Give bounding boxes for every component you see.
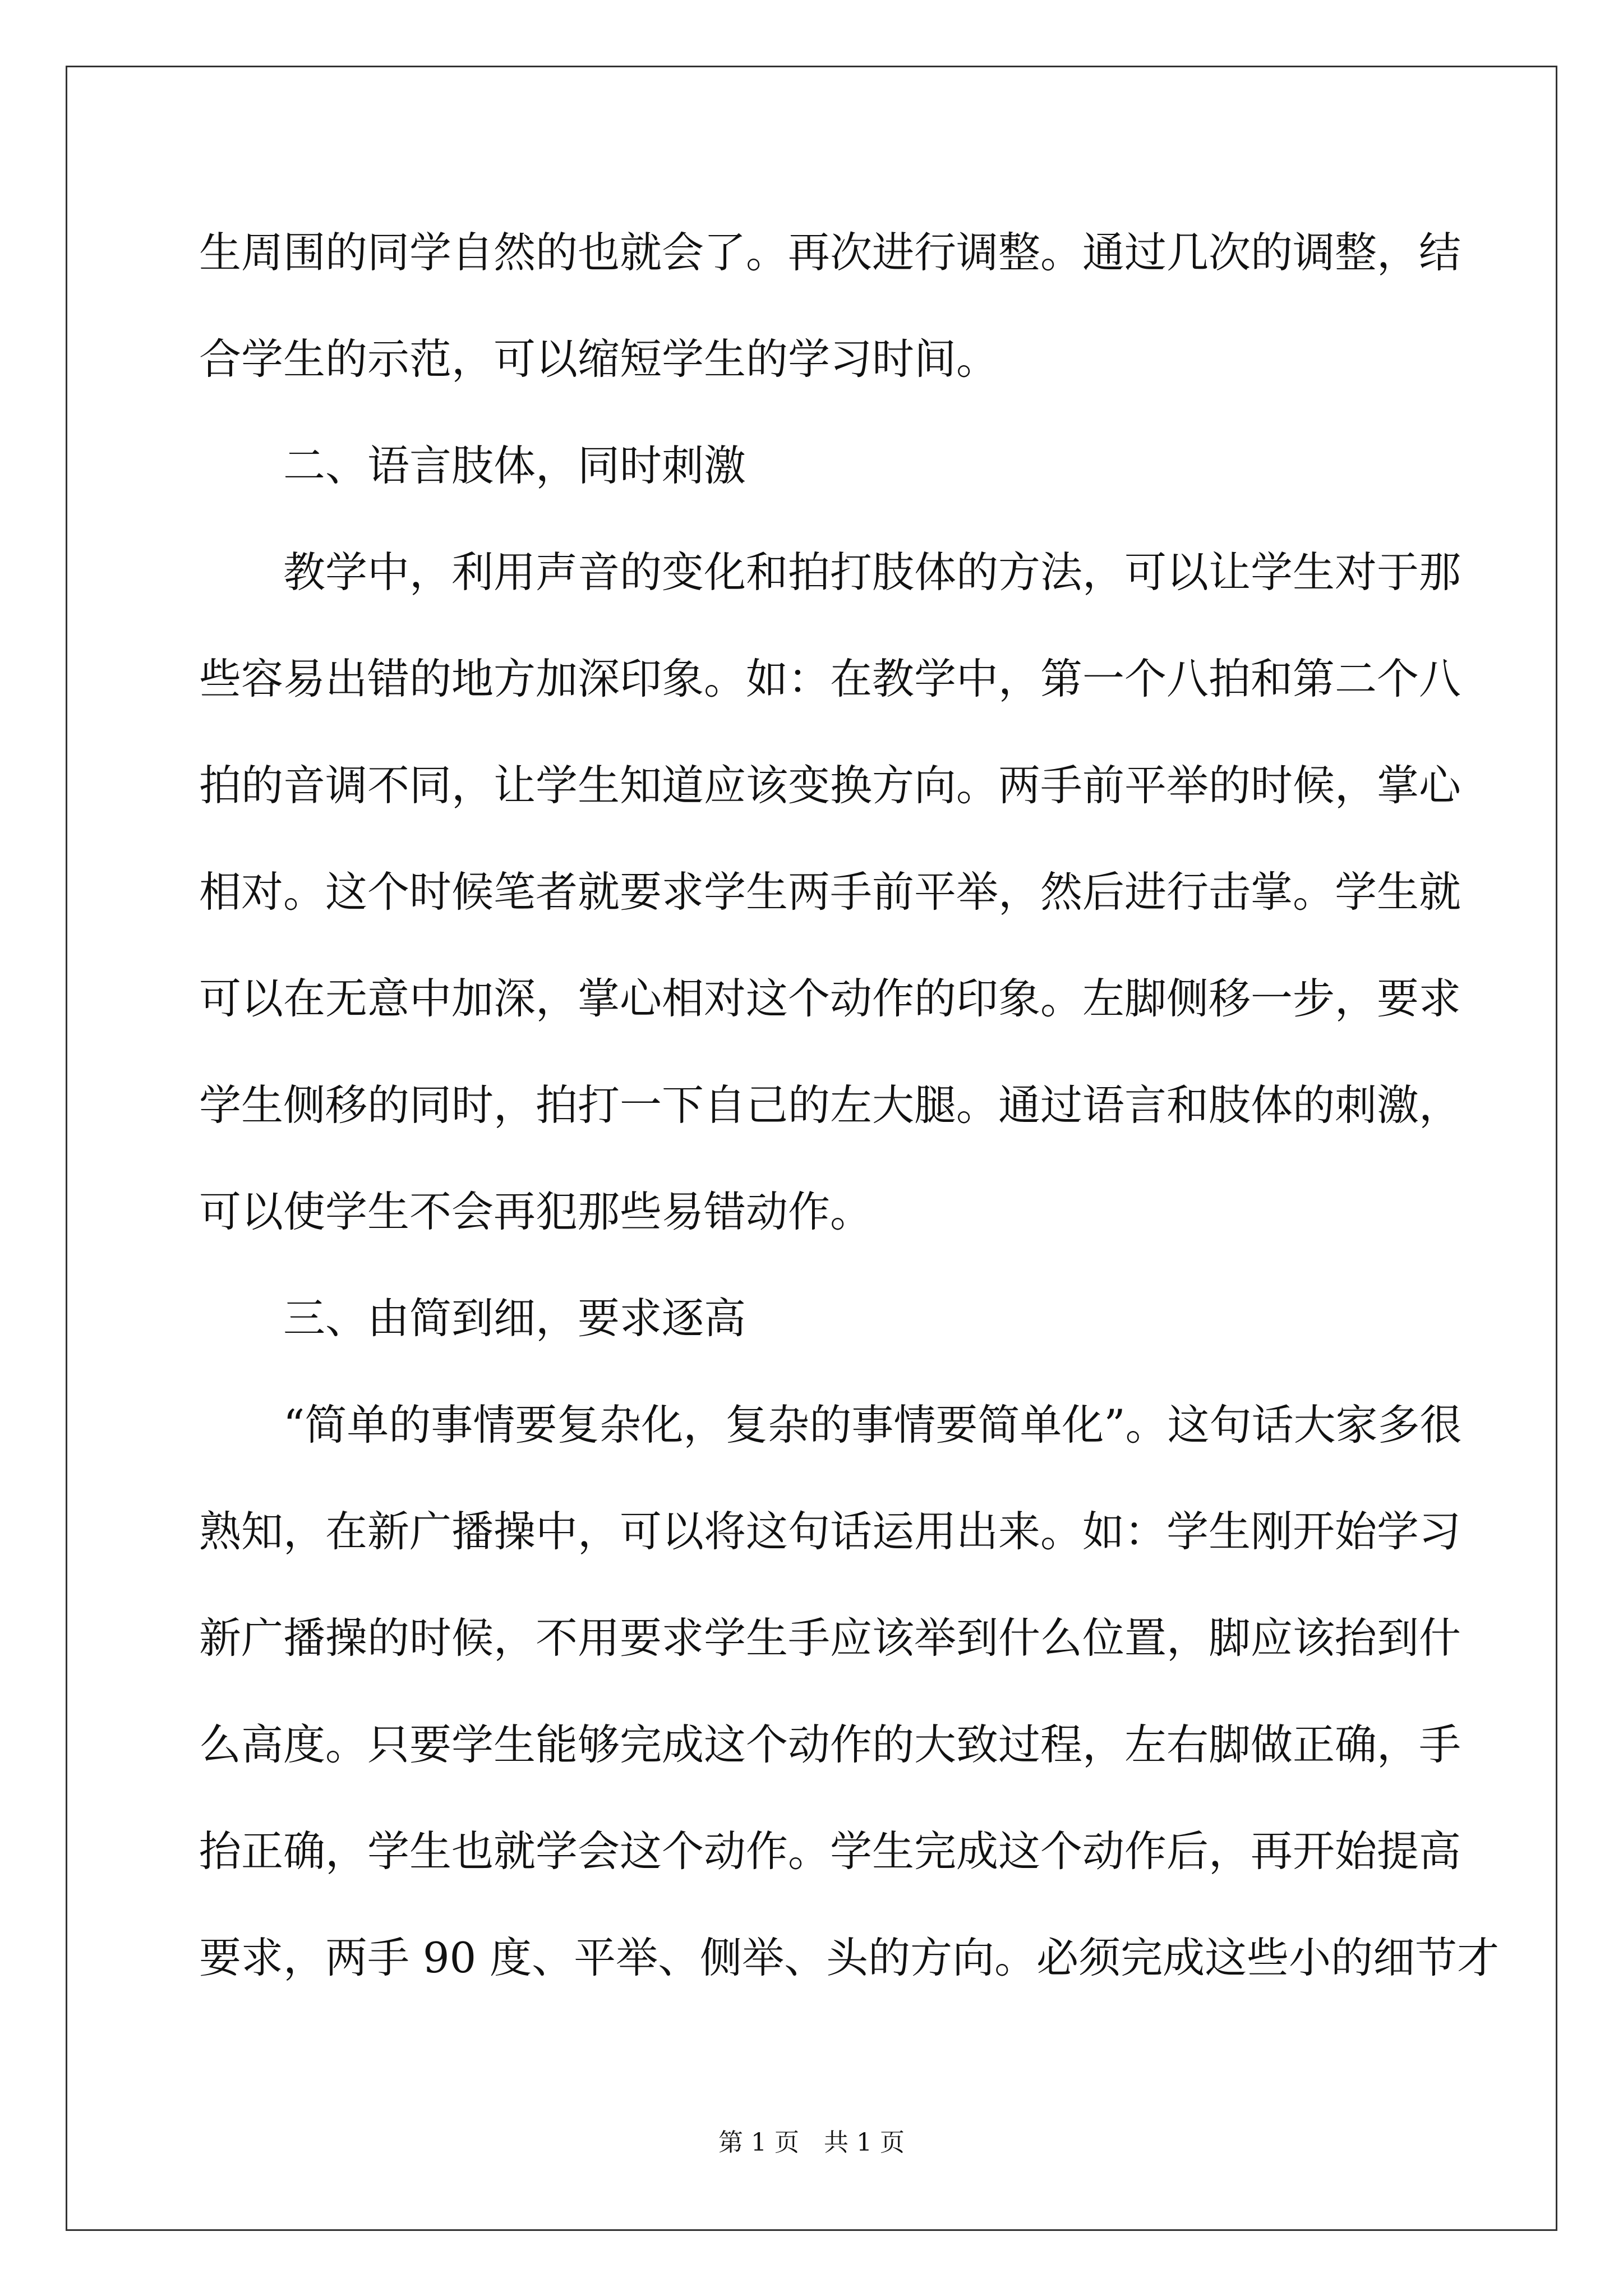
text-line: 合学生的示范，可以缩短学生的学习时间。 [199,334,999,384]
text-line: 么高度。只要学生能够完成这个动作的大致过程，左右脚做正确，手 [199,1720,1461,1769]
text-line: 些容易出错的地方加深印象。如：在教学中，第一个八拍和第二个八 [199,654,1461,703]
text-line: 可以在无意中加深，掌心相对这个动作的印象。左脚侧移一步，要求 [199,974,1461,1023]
page-footer: 第 1 页 共 1 页 [718,2128,905,2157]
text-line: 抬正确，学生也就学会这个动作。学生完成这个动作后，再开始提高 [199,1826,1461,1876]
text-line: 拍的音调不同，让学生知道应该变换方向。两手前平举的时候，掌心 [199,761,1461,810]
text-line: 相对。这个时候笔者就要求学生两手前平举，然后进行击掌。学生就 [199,867,1461,917]
text-line: 生周围的同学自然的也就会了。再次进行调整。通过几次的调整，结 [199,228,1461,277]
section-heading: 二、语言肢体，同时刺激 [199,441,746,490]
text-line: 新广播操的时候，不用要求学生手应该举到什么位置，脚应该抬到什 [199,1613,1461,1663]
text-line: 熟知，在新广播操中，可以将这句话运用出来。如：学生刚开始学习 [199,1507,1461,1556]
page-border [66,66,1557,2231]
text-line: “简单的事情要复杂化，复杂的事情要简单化”。这句话大家多很 [199,1400,1462,1450]
text-line: 要求，两手 90 度、平举、侧举、头的方向。必须完成这些小的细节才 [199,1933,1500,1982]
section-heading: 三、由简到细，要求逐高 [199,1294,746,1343]
text-line: 可以使学生不会再犯那些易错动作。 [199,1187,873,1236]
text-line: 教学中，利用声音的变化和拍打肢体的方法，可以让学生对于那 [199,547,1461,597]
text-line: 学生侧移的同时，拍打一下自己的左大腿。通过语言和肢体的刺激， [199,1080,1461,1130]
